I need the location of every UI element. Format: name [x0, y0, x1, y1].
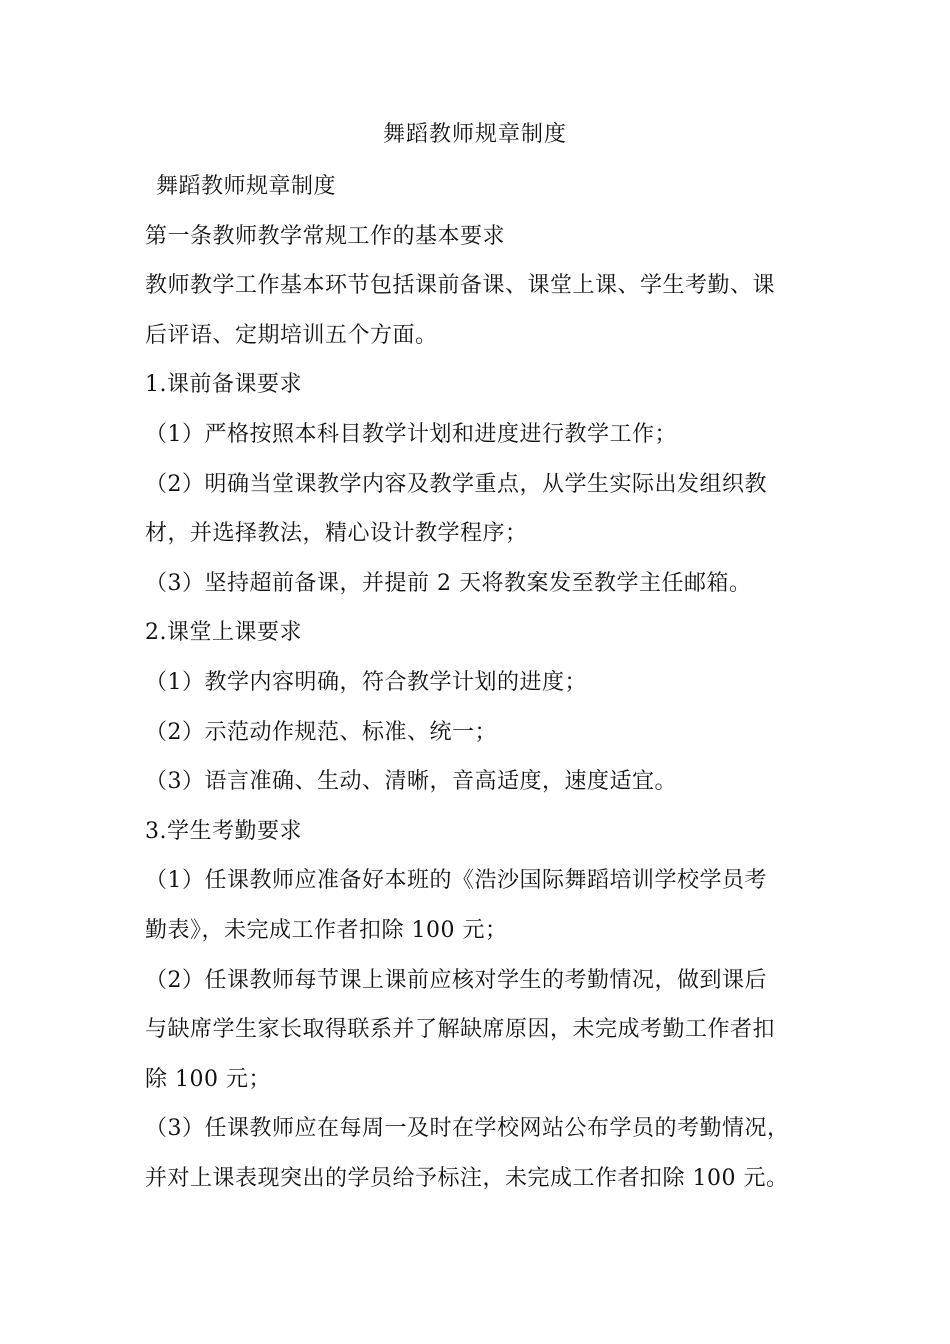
- section-heading: 1.课前备课要求: [145, 372, 302, 398]
- list-item-continuation: 勤表》，未完成工作者扣除 100 元；: [145, 917, 508, 943]
- paragraph-line: 后评语、定期培训五个方面。: [145, 322, 438, 348]
- list-item: （2）任课教师每节课上课前应核对学生的考勤情况，做到课后: [145, 967, 767, 993]
- list-item: （1）严格按照本科目教学计划和进度进行教学工作；: [145, 421, 677, 447]
- section-heading: 3.学生考勤要求: [145, 818, 302, 844]
- list-item: （2）示范动作规范、标准、统一；: [145, 719, 497, 745]
- list-item-continuation: 除 100 元；: [145, 1066, 271, 1092]
- document-title: 舞蹈教师规章制度: [382, 122, 567, 147]
- list-item: （2）明确当堂课教学内容及教学重点，从学生实际出发组织教: [145, 471, 767, 497]
- list-item: （3）任课教师应在每周一及时在学校网站公布学员的考勤情况，: [145, 1116, 790, 1142]
- list-item: （1）任课教师应准备好本班的《浩沙国际舞蹈培训学校学员考: [145, 868, 767, 894]
- list-item: （3）语言准确、生动、清晰，音高适度，速度适宜。: [145, 769, 677, 795]
- document-body: [145, 162, 810, 1203]
- list-item: （1）教学内容明确，符合教学计划的进度；: [145, 669, 587, 695]
- list-item-continuation: 并对上课表现突出的学员给予标注，未完成工作者扣除 100 元。: [145, 1165, 789, 1191]
- section-heading: 2.课堂上课要求: [145, 620, 302, 646]
- subtitle-line: 舞蹈教师规章制度: [156, 174, 337, 199]
- paragraph-line: 教师教学工作基本环节包括课前备课、课堂上课、学生考勤、课: [145, 273, 776, 299]
- article-heading: 第一条教师教学常规工作的基本要求: [145, 223, 506, 249]
- list-item: （3）坚持超前备课，并提前 2 天将教案发至教学主任邮箱。: [145, 570, 752, 596]
- list-item-continuation: 材，并选择教法，精心设计教学程序；: [145, 521, 528, 547]
- list-item-continuation: 与缺席学生家长取得联系并了解缺席原因，未完成考勤工作者扣: [145, 1017, 776, 1043]
